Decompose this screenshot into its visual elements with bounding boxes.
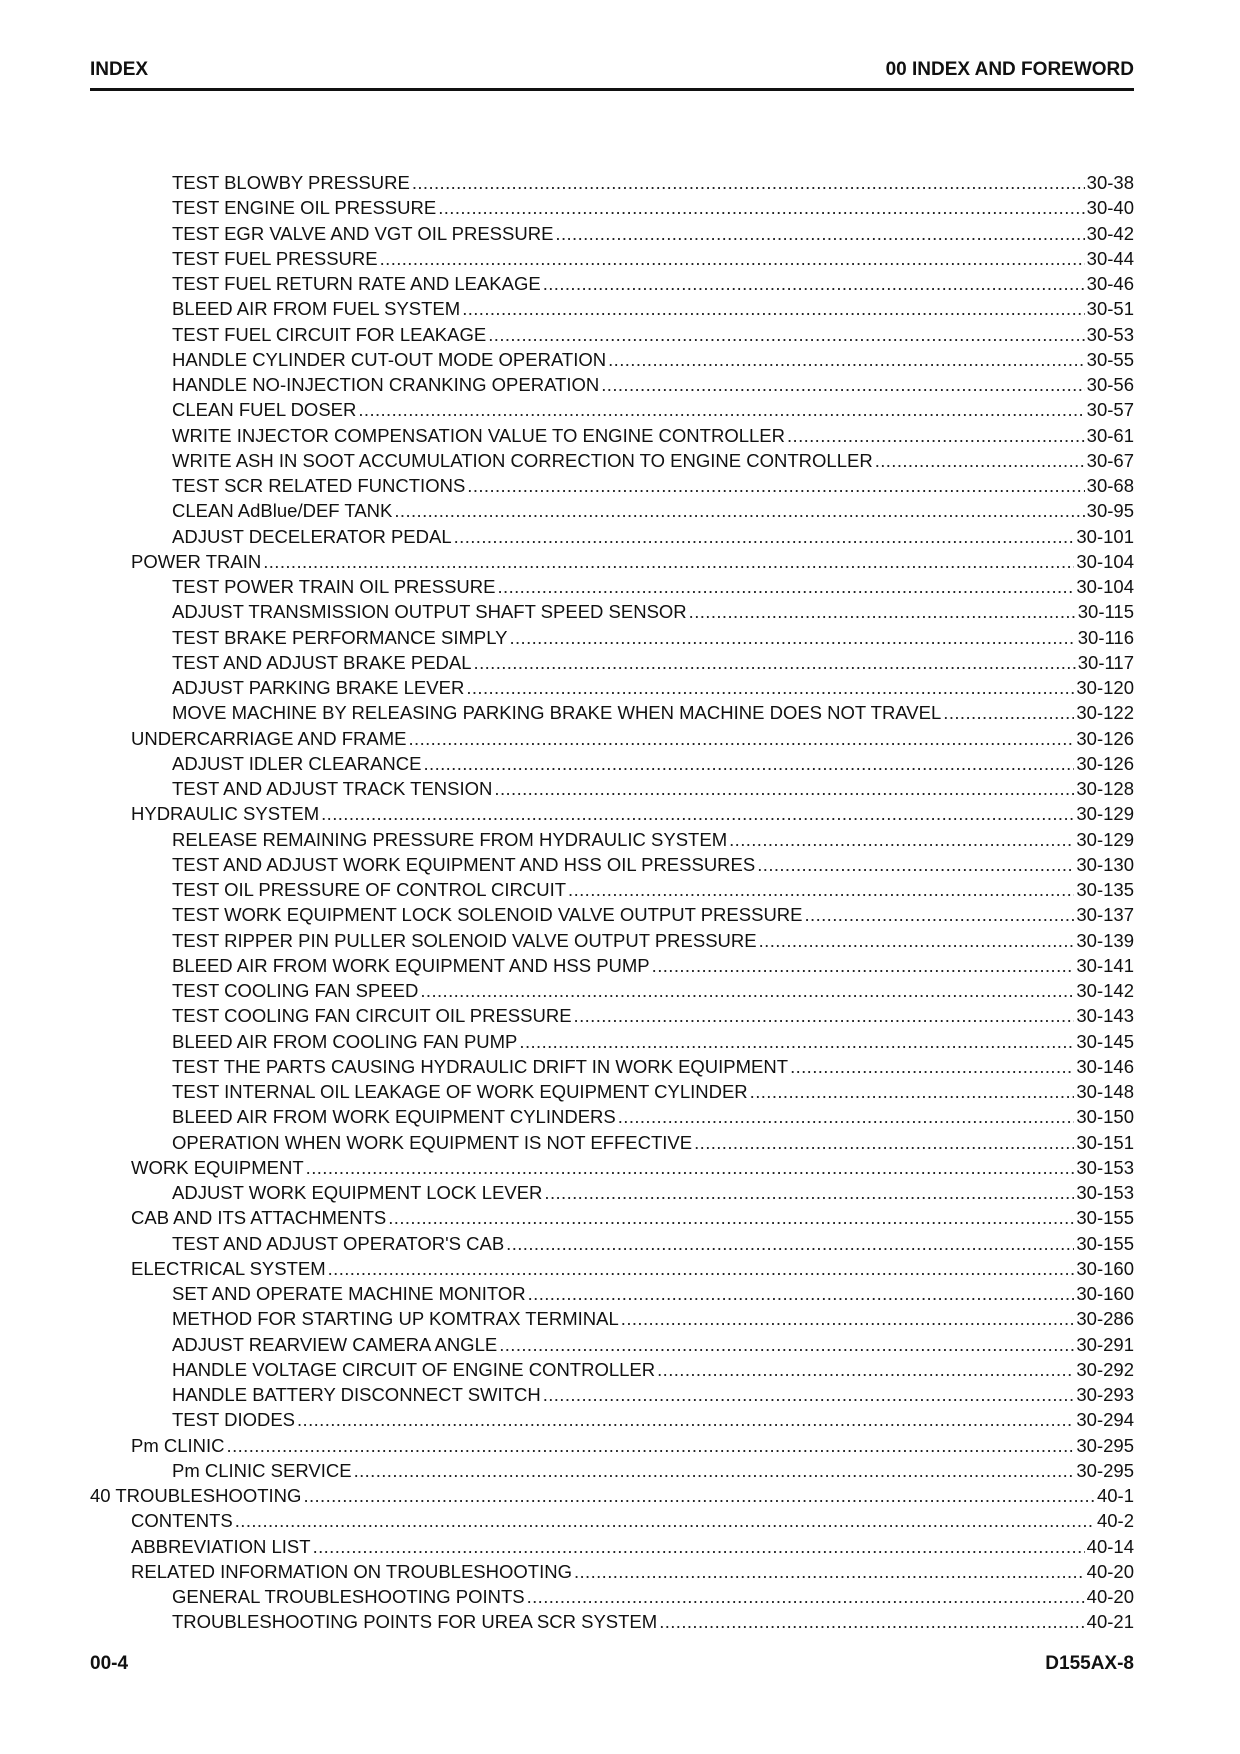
index-entry-title: CLEAN FUEL DOSER [172,399,357,421]
dot-leader [297,1407,1074,1432]
index-entry[interactable] [90,423,1134,448]
dot-leader [757,852,1074,877]
index-entry-page: 30-126 [1076,727,1134,749]
index-entry-page: 30-143 [1076,1005,1134,1027]
dot-leader [423,751,1074,776]
index-entry[interactable] [90,473,1134,498]
index-entry[interactable] [90,1382,1134,1407]
index-entry-title: CAB AND ITS ATTACHMENTS [131,1207,387,1229]
index-entry-page: 30-293 [1076,1384,1134,1405]
index-entry-page: 30-40 [1086,197,1134,219]
index-entry[interactable] [90,801,1134,826]
index-entry-title: TEST AND ADJUST WORK EQUIPMENT AND HSS OIL PRESSURES [172,853,756,875]
index-entry-page: 30-38 [1086,172,1134,193]
index-entry-title: TEST FUEL CIRCUIT FOR LEAKAGE [172,323,487,345]
dot-leader [328,1256,1075,1281]
index-entry-page: 40-2 [1096,1510,1134,1532]
index-entry-page: 40-1 [1096,1485,1134,1506]
index-entry[interactable] [90,1054,1134,1079]
dot-leader [790,1054,1074,1079]
dot-leader [358,397,1084,422]
index-entry-page: 30-120 [1076,677,1134,698]
index-entry[interactable] [90,1357,1134,1382]
index-entry[interactable] [90,195,1134,220]
dot-leader [527,1584,1085,1609]
index-entry-title: MOVE MACHINE BY RELEASING PARKING BRAKE WHEN MACHINE DOES NOT TRAVEL [172,702,942,724]
index-entry-page: 30-295 [1076,1434,1134,1456]
index-entry[interactable] [90,1104,1134,1129]
index-entry-page: 30-139 [1076,929,1134,951]
index-entry-title: WRITE ASH IN SOOT ACCUMULATION CORRECTION TO ENGINE CONTROLLER [172,449,873,471]
index-entry[interactable] [90,372,1134,397]
index-entry[interactable] [90,1256,1134,1281]
index-entry-title: TEST ENGINE OIL PRESSURE [172,197,437,219]
dot-leader [805,902,1075,927]
dot-leader [497,574,1074,599]
dot-leader [467,473,1084,498]
index-entry[interactable] [90,549,1134,574]
dot-leader [313,1534,1085,1559]
dot-leader [420,978,1074,1003]
header-section-label: INDEX [90,59,149,80]
index-entry-page: 40-20 [1086,1586,1134,1607]
index-entry-page: 30-155 [1076,1232,1134,1254]
index-entry-title: HYDRAULIC SYSTEM [131,803,320,825]
index-entry-title: ADJUST PARKING BRAKE LEVER [172,677,465,698]
index-entry-page: 30-67 [1086,449,1134,471]
index-entry-page: 30-95 [1086,500,1134,522]
index-entry-title: ELECTRICAL SYSTEM [131,1257,326,1279]
index-entry[interactable] [90,852,1134,877]
index-entry-title: HANDLE VOLTAGE CIRCUIT OF ENGINE CONTROLLER [172,1358,656,1380]
index-list [90,170,1134,1635]
index-entry-page: 30-145 [1076,1030,1134,1052]
index-entry-page: 30-292 [1076,1358,1134,1380]
dot-leader [494,776,1074,801]
index-entry-page: 30-101 [1076,525,1134,547]
dot-leader [509,625,1075,650]
dot-leader [750,1079,1075,1104]
index-entry-page: 30-129 [1076,828,1134,850]
index-entry-title: TEST INTERNAL OIL LEAKAGE OF WORK EQUIPMENT CYLINDER [172,1081,748,1102]
dot-leader [875,448,1085,473]
dot-leader [787,423,1085,448]
index-entry-title: ADJUST IDLER CLEARANCE [172,752,422,774]
index-entry-title: BLEED AIR FROM FUEL SYSTEM [172,298,461,320]
index-entry-title: TEST THE PARTS CAUSING HYDRAULIC DRIFT IN WORK EQUIPMENT [172,1055,789,1077]
index-entry-title: TEST FUEL PRESSURE [172,247,378,269]
dot-leader [657,1357,1074,1382]
index-entry-page: 30-68 [1086,475,1134,496]
index-entry-page: 30-291 [1076,1333,1134,1355]
index-entry-page: 40-20 [1086,1560,1134,1582]
index-entry[interactable] [90,1407,1134,1432]
dot-leader [608,347,1085,372]
index-entry[interactable] [90,246,1134,271]
dot-leader [528,1281,1075,1306]
dot-leader [568,877,1074,902]
header-chapter-title: 00 INDEX AND FOREWORD [885,59,1134,80]
dot-leader [943,700,1074,725]
index-entry-title: Pm CLINIC SERVICE [172,1459,352,1481]
dot-leader [408,726,1074,751]
page-header [90,58,1134,91]
dot-leader [506,1231,1074,1256]
index-entry-title: BLEED AIR FROM WORK EQUIPMENT AND HSS PUMP [172,954,650,976]
index-entry[interactable] [90,953,1134,978]
index-entry-page: 30-51 [1086,298,1134,320]
dot-leader [321,801,1074,826]
dot-leader [694,1130,1074,1155]
dot-leader [474,650,1076,675]
index-entry-title: POWER TRAIN [131,550,262,572]
dot-leader [438,195,1084,220]
index-entry[interactable] [90,978,1134,1003]
dot-leader [488,322,1084,347]
index-entry-page: 30-146 [1076,1055,1134,1077]
index-entry[interactable] [90,1079,1134,1104]
index-entry-title: WRITE INJECTOR COMPENSATION VALUE TO ENGINE CONTROLLER [172,424,785,446]
index-entry-page: 30-55 [1086,348,1134,370]
index-entry-title: TEST COOLING FAN CIRCUIT OIL PRESSURE [172,1005,572,1027]
index-entry[interactable] [90,625,1134,650]
index-entry[interactable] [90,1155,1134,1180]
index-entry[interactable] [90,448,1134,473]
index-entry[interactable] [90,1433,1134,1458]
index-entry[interactable] [90,877,1134,902]
index-entry[interactable] [90,1534,1134,1559]
model-code: D155AX-8 [1045,1653,1134,1674]
index-entry[interactable] [90,1458,1134,1483]
dot-leader [555,221,1084,246]
index-entry[interactable] [90,1029,1134,1054]
dot-leader [412,170,1085,195]
index-entry[interactable] [90,599,1134,624]
index-entry[interactable] [90,700,1134,725]
index-entry-page: 30-137 [1076,904,1134,926]
index-entry-page: 30-104 [1076,576,1134,597]
index-entry-page: 30-141 [1076,954,1134,976]
index-entry-title: BLEED AIR FROM WORK EQUIPMENT CYLINDERS [172,1106,616,1128]
index-entry-title: SET AND OPERATE MACHINE MONITOR [172,1283,526,1304]
index-entry-title: HANDLE NO-INJECTION CRANKING OPERATION [172,374,600,395]
index-entry-page: 30-115 [1077,601,1134,623]
index-entry-title: CLEAN AdBlue/DEF TANK [172,500,393,522]
dot-leader [263,549,1074,574]
index-entry[interactable] [90,650,1134,675]
dot-leader [652,953,1075,978]
index-entry-page: 30-151 [1076,1131,1134,1153]
index-entry-title: ADJUST DECELERATOR PEDAL [172,525,452,547]
index-entry-page: 30-153 [1076,1182,1134,1203]
index-entry-page: 30-160 [1076,1283,1134,1304]
index-entry[interactable] [90,397,1134,422]
index-entry-title: ABBREVIATION LIST [131,1535,311,1557]
dot-leader [235,1508,1095,1533]
dot-leader [574,1559,1085,1584]
index-entry-title: TEST RIPPER PIN PULLER SOLENOID VALVE OUTPUT PRESSURE [172,929,757,951]
index-entry-title: TEST WORK EQUIPMENT LOCK SOLENOID VALVE OUTPUT PRESSURE [172,904,803,926]
index-entry-page: 30-129 [1076,803,1134,825]
index-entry-page: 30-57 [1086,399,1134,421]
index-entry-title: 40 TROUBLESHOOTING [90,1485,302,1506]
dot-leader [380,246,1085,271]
index-entry[interactable] [90,1332,1134,1357]
dot-leader [306,1155,1075,1180]
index-entry-page: 40-21 [1086,1611,1134,1633]
index-entry-title: RELEASE REMAINING PRESSURE FROM HYDRAULIC SYSTEM [172,828,728,850]
dot-leader [519,1029,1074,1054]
index-entry-title: TEST COOLING FAN SPEED [172,980,419,1001]
dot-leader [462,296,1084,321]
index-entry-page: 30-160 [1076,1257,1134,1279]
index-entry[interactable] [90,726,1134,751]
index-entry-title: GENERAL TROUBLESHOOTING POINTS [172,1586,525,1607]
index-entry-page: 30-61 [1086,424,1134,446]
index-entry[interactable] [90,675,1134,700]
index-entry-page: 30-44 [1086,247,1134,269]
index-entry-page: 30-153 [1076,1156,1134,1178]
index-entry[interactable] [90,170,1134,195]
index-entry-title: METHOD FOR STARTING UP KOMTRAX TERMINAL [172,1308,619,1330]
index-entry-page: 30-295 [1076,1459,1134,1481]
index-entry[interactable] [90,776,1134,801]
index-entry-page: 30-117 [1077,651,1134,673]
index-entry-page: 30-46 [1086,273,1134,294]
index-entry-title: TEST OIL PRESSURE OF CONTROL CIRCUIT [172,879,567,900]
index-entry-title: Pm CLINIC [131,1434,225,1456]
index-entry-title: RELATED INFORMATION ON TROUBLESHOOTING [131,1560,572,1582]
index-entry-page: 30-104 [1076,550,1134,572]
index-entry-page: 30-155 [1076,1207,1134,1229]
index-entry-title: HANDLE CYLINDER CUT-OUT MODE OPERATION [172,348,607,370]
index-entry-page: 30-56 [1086,374,1134,395]
dot-leader [689,599,1076,624]
page-footer [90,1652,1134,1682]
index-entry[interactable] [90,347,1134,372]
index-entry[interactable] [90,1180,1134,1205]
index-entry[interactable] [90,902,1134,927]
index-entry-title: WORK EQUIPMENT [131,1156,304,1178]
index-entry-title: TEST EGR VALVE AND VGT OIL PRESSURE [172,222,554,244]
index-entry-title: TEST SCR RELATED FUNCTIONS [172,475,466,496]
index-entry[interactable] [90,322,1134,347]
index-entry[interactable] [90,1508,1134,1533]
index-entry-title: UNDERCARRIAGE AND FRAME [131,727,407,749]
dot-leader [544,1180,1074,1205]
dot-leader [227,1433,1075,1458]
index-entry-page: 30-53 [1086,323,1134,345]
dot-leader [466,675,1074,700]
index-entry-page: 30-142 [1076,980,1134,1001]
index-entry[interactable] [90,271,1134,296]
index-entry[interactable] [90,524,1134,549]
index-entry[interactable] [90,1559,1134,1584]
dot-leader [543,1382,1075,1407]
index-entry[interactable] [90,1130,1134,1155]
dot-leader [499,1332,1074,1357]
index-entry-page: 30-126 [1076,752,1134,774]
dot-leader [388,1205,1074,1230]
index-entry-page: 30-42 [1086,222,1134,244]
index-entry-title: TEST POWER TRAIN OIL PRESSURE [172,576,496,597]
dot-leader [394,498,1084,523]
dot-leader [354,1458,1075,1483]
index-entry-page: 30-148 [1076,1081,1134,1102]
index-entry[interactable] [90,1306,1134,1331]
page-number: 00-4 [90,1653,129,1674]
index-entry[interactable] [90,1003,1134,1028]
index-entry-title: TEST AND ADJUST BRAKE PEDAL [172,651,472,673]
index-entry-page: 30-122 [1076,702,1134,724]
index-entry[interactable] [90,928,1134,953]
index-entry-title: TEST FUEL RETURN RATE AND LEAKAGE [172,273,541,294]
index-entry[interactable] [90,1231,1134,1256]
index-entry-title: ADJUST WORK EQUIPMENT LOCK LEVER [172,1182,543,1203]
dot-leader [574,1003,1075,1028]
index-entry-page: 40-14 [1086,1535,1134,1557]
index-entry-title: ADJUST REARVIEW CAMERA ANGLE [172,1333,498,1355]
dot-leader [659,1609,1084,1634]
index-entry-title: TEST BRAKE PERFORMANCE SIMPLY [172,626,508,648]
index-entry-title: TROUBLESHOOTING POINTS FOR UREA SCR SYSTEM [172,1611,658,1633]
index-entry-page: 30-128 [1076,778,1134,799]
index-entry[interactable] [90,221,1134,246]
index-entry[interactable] [90,498,1134,523]
index-entry-page: 30-294 [1076,1409,1134,1431]
index-entry-title: BLEED AIR FROM COOLING FAN PUMP [172,1030,518,1052]
index-entry-title: TEST BLOWBY PRESSURE [172,172,410,193]
index-entry-page: 30-130 [1076,853,1134,875]
index-entry[interactable] [90,574,1134,599]
dot-leader [759,928,1075,953]
index-entry[interactable] [90,1281,1134,1306]
index-entry-page: 30-116 [1077,626,1134,648]
dot-leader [729,827,1074,852]
index-entry-page: 30-286 [1076,1308,1134,1330]
index-entry[interactable] [90,827,1134,852]
index-entry-title: HANDLE BATTERY DISCONNECT SWITCH [172,1384,541,1405]
index-entry-title: OPERATION WHEN WORK EQUIPMENT IS NOT EFFECTIVE [172,1131,693,1153]
index-entry-title: ADJUST TRANSMISSION OUTPUT SHAFT SPEED SENSOR [172,601,687,623]
index-entry[interactable] [90,1584,1134,1609]
dot-leader [621,1306,1075,1331]
index-entry[interactable] [90,1609,1134,1634]
dot-leader [543,271,1085,296]
dot-leader [618,1104,1075,1129]
index-entry-title: TEST DIODES [172,1409,296,1431]
index-entry-title: TEST AND ADJUST OPERATOR'S CAB [172,1232,505,1254]
index-entry-page: 30-135 [1076,879,1134,900]
index-entry[interactable] [90,1205,1134,1230]
dot-leader [454,524,1075,549]
index-entry[interactable] [90,296,1134,321]
index-entry[interactable] [90,751,1134,776]
index-entry-title: CONTENTS [131,1510,233,1532]
index-entry[interactable] [90,1483,1134,1508]
index-entry-title: TEST AND ADJUST TRACK TENSION [172,778,493,799]
dot-leader [601,372,1084,397]
index-entry-page: 30-150 [1076,1106,1134,1128]
dot-leader [303,1483,1095,1508]
